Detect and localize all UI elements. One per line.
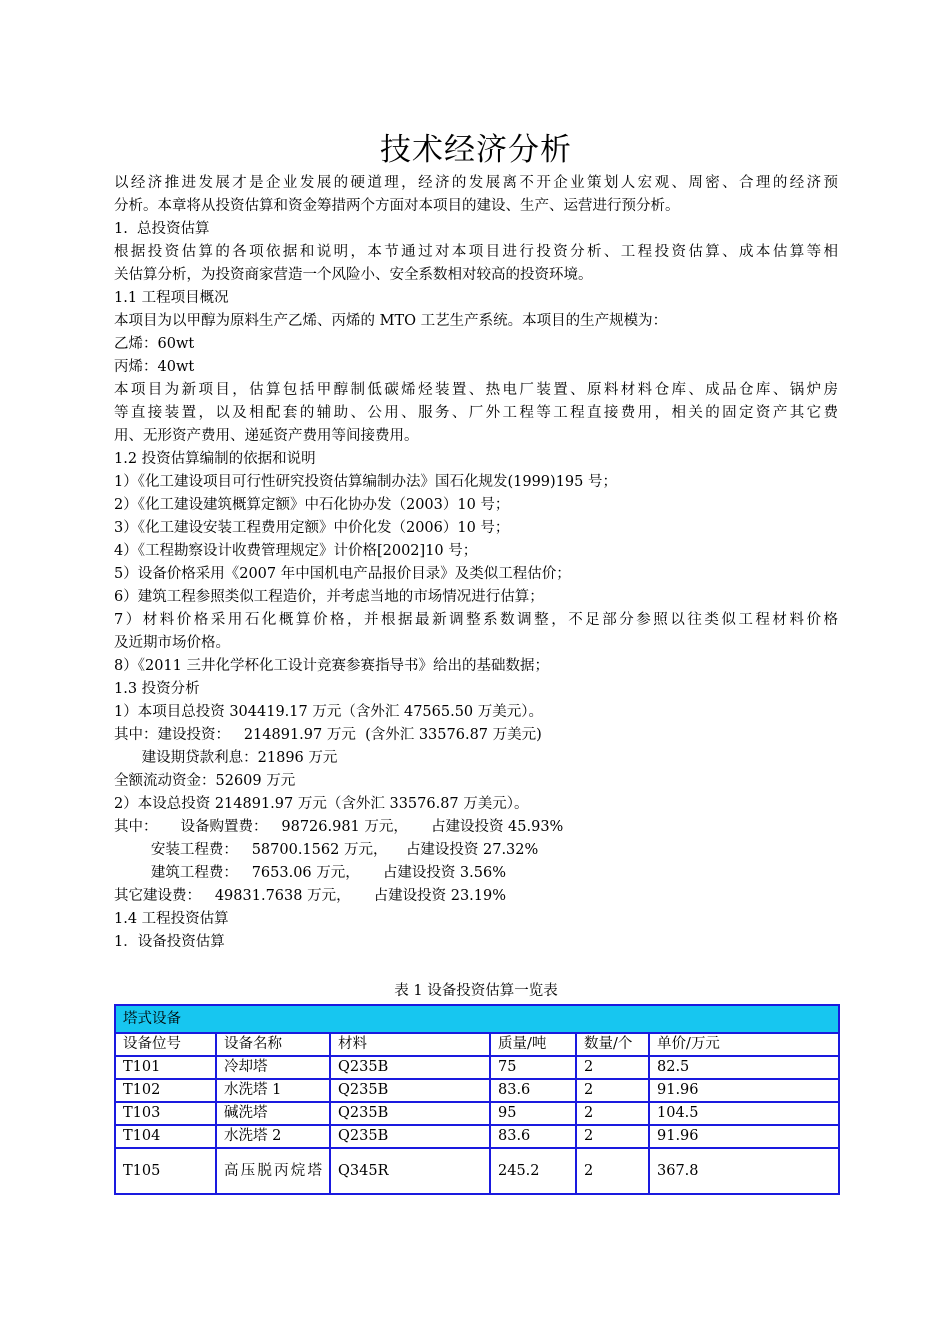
table-cell: 91.96 bbox=[649, 1079, 839, 1102]
table-cell: T102 bbox=[115, 1079, 216, 1102]
table-group-row bbox=[115, 1005, 839, 1033]
header-cell: 数量/个 bbox=[576, 1033, 649, 1056]
table-cell: 245.2 bbox=[490, 1148, 576, 1194]
table-row bbox=[115, 1148, 839, 1194]
section-heading: 1.4 工程投资估算 bbox=[114, 911, 229, 927]
paragraph-line: 其中： 设备购置费： 98726.981 万元， 占建设投资 45.93% bbox=[114, 819, 564, 835]
table-row bbox=[115, 1056, 839, 1079]
document-body bbox=[114, 172, 838, 954]
paragraph-line: 分析。本章将从投资估算和资金筹措两个方面对本项目的建设、生产、运营进行预分析。 bbox=[114, 198, 680, 214]
list-item: 3）《化工建设安装工程费用定额》中价化发（2006）10 号； bbox=[114, 520, 510, 536]
header-cell: 单价/万元 bbox=[649, 1033, 839, 1056]
table-cell: 2 bbox=[576, 1056, 649, 1079]
list-item: 7）材料价格采用石化概算价格，并根据最新调整系数调整，不足部分参照以往类似工程材料价格 bbox=[114, 612, 838, 628]
table-cell: 82.5 bbox=[649, 1056, 839, 1079]
paragraph-line: 本项目为以甲醇为原料生产乙烯、丙烯的 MTO 工艺生产系统。本项目的生产规模为： bbox=[114, 313, 668, 329]
table-row bbox=[115, 1125, 839, 1148]
table-cell: 104.5 bbox=[649, 1102, 839, 1125]
document-page bbox=[114, 128, 838, 1195]
section-heading: 1. 总投资估算 bbox=[114, 221, 210, 237]
list-item: 1）《化工建设项目可行性研究投资估算编制办法》国石化规发(1999)195 号； bbox=[114, 474, 617, 490]
table-cell: 2 bbox=[576, 1148, 649, 1194]
list-item: 及近期市场价格。 bbox=[114, 635, 230, 651]
paragraph-line: 安装工程费： 58700.1562 万元， 占建设投资 27.32% bbox=[114, 842, 539, 858]
section-heading: 1．设备投资估算 bbox=[114, 934, 225, 950]
paragraph-line: 丙烯：40wt bbox=[114, 359, 195, 375]
table-cell: 冷却塔 bbox=[216, 1056, 330, 1079]
paragraph-line: 乙烯：60wt bbox=[114, 336, 195, 352]
paragraph-line: 等直接装置，以及相配套的辅助、公用、服务、厂外工程等工程直接费用，相关的固定资产其它费 bbox=[114, 405, 838, 421]
table-cell: T101 bbox=[115, 1056, 216, 1079]
paragraph-line: 以经济推进发展才是企业发展的硬道理，经济的发展离不开企业策划人宏观、周密、合理的经济预 bbox=[114, 175, 838, 191]
table-cell: 83.6 bbox=[490, 1079, 576, 1102]
paragraph-line: 其中：建设投资： 214891.97 万元 (含外汇 33576.87 万美元) bbox=[114, 727, 542, 743]
document-title: 技术经济分析 bbox=[380, 132, 572, 168]
table-cell: Q235B bbox=[330, 1079, 490, 1102]
table-cell: Q235B bbox=[330, 1056, 490, 1079]
section-heading: 1.3 投资分析 bbox=[114, 681, 200, 697]
table-cell: T105 bbox=[115, 1148, 216, 1194]
header-cell: 设备位号 bbox=[115, 1033, 216, 1056]
table-cell: Q345R bbox=[330, 1148, 490, 1194]
section-heading: 1.2 投资估算编制的依据和说明 bbox=[114, 451, 316, 467]
list-item: 5）设备价格采用《2007 年中国机电产品报价目录》及类似工程估价； bbox=[114, 566, 571, 582]
paragraph-line: 建设期贷款利息：21896 万元 bbox=[114, 750, 338, 766]
header-cell: 质量/吨 bbox=[490, 1033, 576, 1056]
table-header-row bbox=[115, 1033, 839, 1056]
header-cell: 设备名称 bbox=[216, 1033, 330, 1056]
table-caption: 表 1 设备投资估算一览表 bbox=[394, 983, 558, 999]
list-item: 4）《工程勘察设计收费管理规定》计价格[2002]10 号； bbox=[114, 543, 478, 559]
section-heading: 1.1 工程项目概况 bbox=[114, 290, 229, 306]
paragraph-line: 全额流动资金：52609 万元 bbox=[114, 773, 296, 789]
paragraph-line: 2）本设总投资 214891.97 万元（含外汇 33576.87 万美元）。 bbox=[114, 796, 529, 812]
list-item: 8）《2011 三井化学杯化工设计竞赛参赛指导书》给出的基础数据； bbox=[114, 658, 549, 674]
table-cell: 2 bbox=[576, 1102, 649, 1125]
table-cell: 367.8 bbox=[649, 1148, 839, 1194]
paragraph-line: 建筑工程费： 7653.06 万元， 占建设投资 3.56% bbox=[114, 865, 506, 881]
group-label: 塔式设备 bbox=[115, 1005, 839, 1033]
list-item: 6）建筑工程参照类似工程造价，并考虑当地的市场情况进行估算； bbox=[114, 589, 544, 605]
table-cell: 高压脱丙烷塔 bbox=[216, 1148, 330, 1194]
table-cell: 碱洗塔 bbox=[216, 1102, 330, 1125]
paragraph-line: 本项目为新项目，估算包括甲醇制低碳烯烃装置、热电厂装置、原料材料仓库、成品仓库、锅炉房 bbox=[114, 382, 838, 398]
paragraph-line: 其它建设费： 49831.7638 万元， 占建设投资 23.19% bbox=[114, 888, 507, 904]
table-cell: T104 bbox=[115, 1125, 216, 1148]
table-row bbox=[115, 1102, 839, 1125]
table-cell: 水洗塔 2 bbox=[216, 1125, 330, 1148]
paragraph-line: 根据投资估算的各项依据和说明，本节通过对本项目进行投资分析、工程投资估算、成本估算等相 bbox=[114, 244, 838, 260]
table-cell: 75 bbox=[490, 1056, 576, 1079]
table-cell: 95 bbox=[490, 1102, 576, 1125]
table-cell: 水洗塔 1 bbox=[216, 1079, 330, 1102]
table-cell: Q235B bbox=[330, 1102, 490, 1125]
table-cell: Q235B bbox=[330, 1125, 490, 1148]
table-row bbox=[115, 1079, 839, 1102]
table-cell: 91.96 bbox=[649, 1125, 839, 1148]
table-cell: T103 bbox=[115, 1102, 216, 1125]
paragraph-line: 关估算分析，为投资商家营造一个风险小、安全系数相对较高的投资环境。 bbox=[114, 267, 593, 283]
table-cell: 2 bbox=[576, 1079, 649, 1102]
header-cell: 材料 bbox=[330, 1033, 490, 1056]
equipment-table bbox=[114, 1004, 840, 1195]
paragraph-line: 1）本项目总投资 304419.17 万元（含外汇 47565.50 万美元）。 bbox=[114, 704, 544, 720]
table-cell: 2 bbox=[576, 1125, 649, 1148]
paragraph-line: 用、无形资产费用、递延资产费用等间接费用。 bbox=[114, 428, 419, 444]
table-cell: 83.6 bbox=[490, 1125, 576, 1148]
list-item: 2）《化工建设建筑概算定额》中石化协办发（2003）10 号； bbox=[114, 497, 510, 513]
